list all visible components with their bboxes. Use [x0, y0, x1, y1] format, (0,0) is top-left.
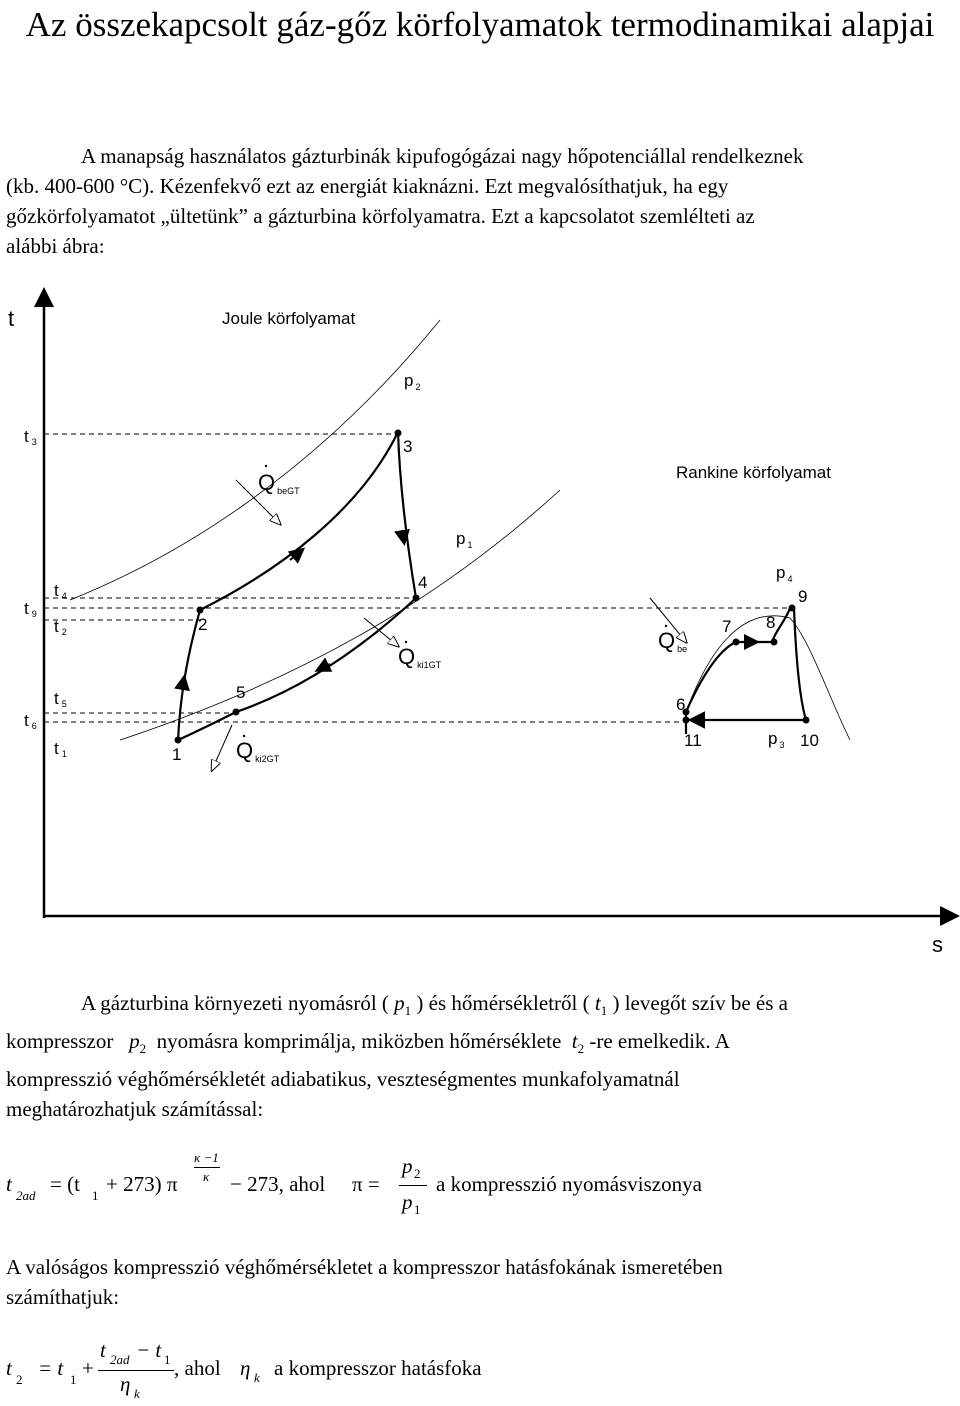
joule-cooling-4-5	[236, 598, 416, 712]
text-fragment: A gázturbina környezeti nyomásról (	[81, 991, 389, 1015]
intro-paragraph	[6, 141, 954, 261]
eq1-body2: + 273) π	[106, 1172, 178, 1196]
q-ki1gt-arrow	[364, 618, 398, 646]
label-point-9: 9	[798, 587, 808, 606]
eq1-pi: π =	[352, 1172, 380, 1196]
isobar-p2	[70, 320, 440, 600]
intro-line-2: (kb. 400-600 °C). Kézenfekvő ezt az energiát kiaknázni. Ezt megvalósíthatjuk, ha egy	[6, 174, 729, 198]
eq1-body-sub: 1	[92, 1188, 99, 1203]
eq2-numerator: t	[100, 1338, 106, 1362]
intro-line-3: gőzkörfolyamatot „ültetünk” a gázturbina körfolyamatra. Ezt a kapcsolatot szemlélteti az	[6, 204, 755, 228]
eq1-description: a kompresszió nyomásviszonya	[436, 1172, 702, 1196]
point-10	[803, 717, 810, 724]
eq1-exponent-denominator: κ	[203, 1169, 210, 1184]
joule-heating-2-3	[200, 432, 398, 610]
eq1-frac-bar	[399, 1185, 427, 1186]
text-fragment: ) és hőmérsékletről (	[416, 991, 590, 1015]
label-t9: t 9	[24, 599, 37, 619]
label-point-2: 2	[198, 615, 208, 634]
label-point-7: 7	[722, 617, 732, 636]
eq1-lhs: t	[6, 1172, 12, 1196]
compressor-paragraph	[6, 988, 954, 1124]
label-point-10: 10	[800, 731, 819, 750]
label-point-3: 3	[403, 437, 413, 456]
label-q-ki1gt: Qki1GT	[398, 644, 442, 670]
label-t5: t 5	[54, 689, 67, 709]
text-fragment: számíthatjuk:	[6, 1285, 120, 1309]
q-ki2gt-arrow	[212, 725, 232, 770]
eq2-plus: +	[82, 1356, 94, 1380]
eq2-lhs: t	[6, 1356, 12, 1380]
eq2-numerator-minus: − t	[136, 1338, 162, 1362]
point-7	[733, 639, 740, 646]
equation-t2ad	[6, 1150, 956, 1220]
eq2-lhs-sub: 2	[16, 1372, 23, 1387]
arrow-3-4	[402, 530, 404, 542]
label-q-be: Qbe	[658, 628, 688, 654]
eq2-denominator: η	[120, 1372, 131, 1396]
q-ki2gt-dot	[243, 735, 245, 737]
eq1-lhs-sub: 2ad	[16, 1188, 36, 1203]
eq1-frac-denominator-sub: 1	[414, 1202, 421, 1217]
text-fragment: -re emelkedik. A	[589, 1029, 730, 1054]
eq1-exponent-bar	[194, 1167, 220, 1168]
point-11	[683, 717, 690, 724]
eq2-eta-sub: k	[254, 1370, 260, 1385]
label-point-4: 4	[418, 573, 428, 592]
symbol-t2: $t_2$	[571, 1029, 585, 1057]
q-ki1gt-dot	[405, 641, 407, 643]
point-9	[789, 605, 796, 612]
eq2-frac-bar	[98, 1370, 174, 1371]
label-t4: t 4	[54, 581, 67, 601]
intro-line-1: A manapság használatos gázturbinák kipufogógázai nagy hőpotenciállal rendelkeznek	[81, 144, 804, 168]
intro-line-4: alábbi ábra:	[6, 234, 105, 258]
label-p2: p $_2$	[404, 371, 421, 392]
page-title: Az összekapcsolt gáz-gőz körfolyamatok termodinamikai alapjai	[25, 5, 935, 44]
s-axis-label: s	[932, 932, 943, 957]
text-fragment: ) levegőt szív be és a	[612, 991, 788, 1015]
q-be-dot	[665, 625, 667, 627]
label-p1: p $_1$	[456, 529, 473, 550]
label-point-1: 1	[172, 745, 182, 764]
symbol-p1: $p_1$	[394, 991, 412, 1019]
point-4	[413, 595, 420, 602]
eq2-description: a kompresszor hatásfoka	[274, 1356, 482, 1380]
label-p4: p $_4$	[776, 563, 793, 584]
joule-title: Joule körfolyamat	[222, 309, 356, 328]
point-5	[233, 709, 240, 716]
ts-diagram	[0, 280, 960, 970]
text-fragment: meghatározhatjuk számítással:	[6, 1097, 264, 1122]
q-begt-dot	[265, 465, 267, 467]
isobar-p1	[120, 490, 560, 740]
eq2-eta: η	[240, 1356, 251, 1380]
joule-expansion-3-4	[398, 432, 416, 598]
label-p3: p $_3$	[768, 729, 785, 750]
eq2-denominator-sub: k	[134, 1386, 140, 1401]
joule-compression-1-2	[178, 610, 200, 740]
symbol-p2: $p_2$	[129, 1029, 147, 1057]
label-t6: t 6	[24, 711, 37, 731]
equation-t2	[6, 1336, 956, 1404]
symbol-t1: $t_1$	[594, 991, 608, 1019]
label-q-ki2gt: Qki2GT	[236, 738, 280, 764]
label-t3: t 3	[24, 427, 37, 447]
eq1-frac-numerator: p	[402, 1154, 413, 1178]
saturation-dome	[686, 616, 850, 740]
point-3	[395, 430, 402, 437]
eq2-numerator-sub2: 1	[164, 1352, 171, 1367]
eq1-frac-denominator: p	[402, 1190, 413, 1214]
point-2	[197, 607, 204, 614]
text-fragment: nyomásra komprimálja, miközben hőmérséklete	[156, 1029, 562, 1054]
eq2-tail: , ahol	[174, 1356, 221, 1380]
t-axis-label: t	[8, 306, 15, 331]
eq2-mid: = t	[38, 1356, 64, 1380]
label-point-5: 5	[236, 683, 246, 702]
eq2-numerator-sub: 2ad	[110, 1352, 130, 1367]
point-8	[771, 639, 778, 646]
text-fragment: kompresszor	[6, 1029, 114, 1054]
eq1-body: = (t	[50, 1172, 80, 1196]
eq2-mid-sub: 1	[70, 1372, 77, 1387]
point-1	[175, 737, 182, 744]
text-fragment: kompresszió véghőmérsékletét adiabatikus, veszteségmentes munkafolyamatnál	[6, 1067, 680, 1092]
label-t2: t 2	[54, 617, 67, 637]
eq1-tail: − 273, ahol	[230, 1172, 326, 1196]
eq1-frac-numerator-sub: 2	[414, 1166, 421, 1181]
label-point-8: 8	[766, 613, 776, 632]
rankine-title: Rankine körfolyamat	[676, 463, 831, 482]
label-point-11: 11	[684, 731, 702, 750]
label-q-begt: QbeGT	[258, 470, 300, 496]
eq1-exponent-numerator: κ −1	[194, 1150, 219, 1165]
label-point-6: 6	[676, 695, 686, 714]
text-fragment: A valóságos kompresszió véghőmérsékletet a kompresszor hatásfokának ismeretében	[6, 1255, 723, 1279]
real-compression-paragraph	[6, 1252, 954, 1312]
label-t1: t 1	[54, 739, 67, 759]
